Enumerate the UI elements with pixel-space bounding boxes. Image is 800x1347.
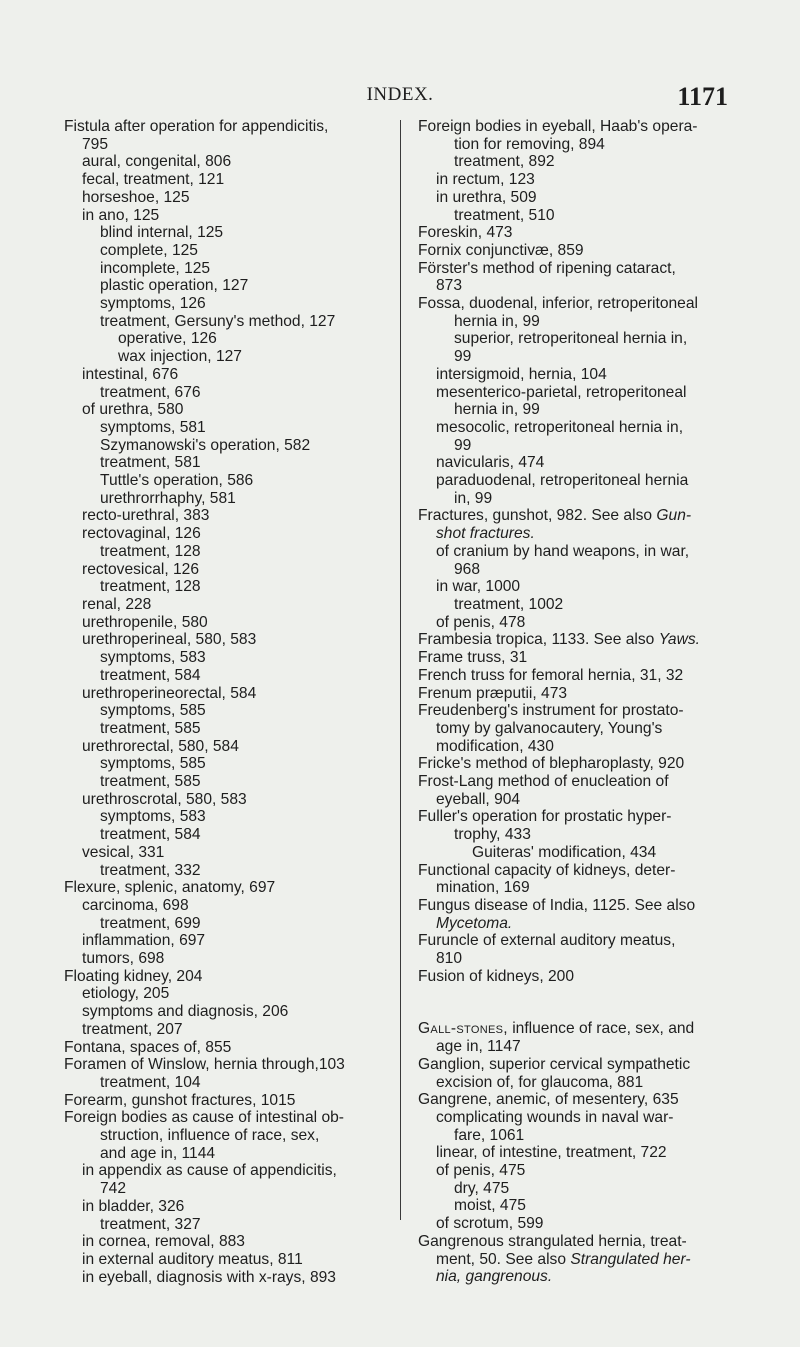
index-subentry [418,578,740,596]
entry-text: in appendix as cause of appendicitis, [82,1162,337,1180]
entry-text: treatment, 676 [100,383,201,401]
entry-text: Frame truss, 31 [418,649,528,667]
entry-text: mination, 169 [436,879,530,897]
index-subentry [418,844,740,862]
entry-text: navicularis, 474 [436,454,545,472]
index-subentry [64,295,386,313]
index-subentry [64,171,386,189]
index-heading-entry [418,702,740,720]
cross-reference: Mycetoma. [436,914,513,932]
entry-text: of penis, 478 [436,613,526,631]
index-subentry [418,525,740,543]
entry-text: treatment, 584 [100,826,201,844]
index-subentry [64,808,386,826]
entry-text: Fuller's operation for prostatic hyper- [418,808,672,826]
index-subentry [418,1180,740,1198]
entry-text: Fricke's method of blepharoplasty, 920 [418,755,685,773]
index-heading-entry [64,1109,386,1127]
entry-text: age in, 1147 [436,1038,521,1056]
entry-text: urethropenile, 580 [82,613,208,631]
index-heading-entry [64,968,386,986]
index-subentry [418,1268,740,1286]
index-subentry [64,153,386,171]
entry-text: treatment, 207 [82,1020,183,1038]
entry-text: Foreign bodies as cause of intestinal ob- [64,1109,344,1127]
index-heading-entry [418,685,740,703]
index-subentry [64,738,386,756]
entry-text: treatment, 892 [454,153,555,171]
index-heading-entry [418,295,740,313]
entry-text: in bladder, 326 [82,1197,185,1215]
entry-text: 795 [82,135,109,153]
index-subentry [418,490,740,508]
entry-text: modification, 430 [436,737,554,755]
index-subentry [64,437,386,455]
cross-reference: Gun- [656,507,692,525]
index-subentry [64,1269,386,1287]
entry-text: Frost-Lang method of enucleation of [418,773,669,791]
index-subentry [418,189,740,207]
entry-text: of penis, 475 [436,1162,526,1180]
index-subentry [64,1180,386,1198]
index-subentry [418,791,740,809]
index-subentry [64,614,386,632]
index-subentry [64,366,386,384]
entry-text: Frenum præputii, 473 [418,684,568,702]
index-subentry [64,1233,386,1251]
entry-text: symptoms, 585 [100,702,206,720]
entry-text: Förster's method of ripening cataract, [418,259,676,277]
index-subentry [418,171,740,189]
index-subentry [418,1197,740,1215]
entry-text: treatment, 581 [100,454,201,472]
index-heading-entry [64,118,386,136]
index-subentry [418,950,740,968]
index-subentry [64,950,386,968]
index-subentry [64,773,386,791]
index-heading-entry [418,755,740,773]
entry-text: Gangrene, anemic, of mesentery, 635 [418,1091,679,1109]
entry-text: treatment, 584 [100,666,201,684]
index-subentry [418,330,740,348]
entry-text: renal, 228 [82,595,152,613]
entry-text: mesenterico-parietal, retroperitoneal [436,383,687,401]
index-subentry [418,1074,740,1092]
entry-text: in external auditory meatus, 811 [82,1251,303,1268]
index-subentry [418,826,740,844]
entry-text: urethrorectal, 580, 584 [82,737,239,755]
entry-text: symptoms, 126 [100,295,206,313]
index-subentry [64,384,386,402]
entry-text: linear, of intestine, treatment, 722 [436,1144,667,1162]
index-subentry [418,437,740,455]
index-column-left [64,118,386,1286]
index-subentry [64,313,386,331]
entry-text: eyeball, 904 [436,790,521,808]
index-subentry [418,419,740,437]
index-subentry [418,277,740,295]
entry-text: etiology, 205 [82,985,170,1003]
index-subentry [64,631,386,649]
index-subentry [64,490,386,508]
entry-text: of cranium by hand weapons, in war, [436,542,690,560]
entry-text: Fungus disease of India, 1125. See also [418,896,696,914]
entry-text: urethrorrhaphy, 581 [100,489,236,507]
index-subentry [64,1127,386,1145]
index-subentry [64,932,386,950]
index-subentry [64,844,386,862]
index-subentry [64,189,386,207]
entry-text: 742 [100,1180,127,1198]
entry-text: hernia in, 99 [454,401,540,419]
index-subentry [64,649,386,667]
index-heading-entry [418,260,740,278]
index-subentry [64,915,386,933]
index-subentry [418,454,740,472]
index-heading-entry [418,242,740,260]
entry-text: urethroscrotal, 580, 583 [82,790,247,808]
entry-text: horseshoe, 125 [82,188,190,206]
entry-text: inflammation, 697 [82,932,206,950]
entry-text: carcinoma, 698 [82,896,189,914]
entry-text: of scrotum, 599 [436,1215,544,1233]
index-heading-entry [418,118,740,136]
entry-text: Furuncle of external auditory meatus, [418,932,676,950]
entry-text: in cornea, removal, 883 [82,1233,245,1251]
running-title: INDEX. [366,84,434,105]
index-subentry [418,1109,740,1127]
index-subentry [64,525,386,543]
index-subentry [64,1074,386,1092]
index-heading-entry [64,1056,386,1074]
entry-text: recto-urethral, 383 [82,507,210,525]
entry-text: plastic operation, 127 [100,277,249,295]
index-subentry [64,755,386,773]
entry-text: symptoms, 581 [100,418,206,436]
entry-text: wax injection, 127 [118,348,242,366]
entry-text: symptoms, 585 [100,755,206,773]
entry-text: treatment, 585 [100,773,201,791]
index-heading-entry [418,897,740,915]
index-subentry [418,153,740,171]
index-subentry [64,401,386,419]
index-heading-entry [418,862,740,880]
entry-text: fare, 1061 [454,1126,525,1144]
entry-text: Fossa, duodenal, inferior, retroperitoneal [418,295,698,313]
index-heading-entry [418,667,740,685]
small-caps-heading: Gall-stones, [418,1020,508,1038]
index-heading-entry [418,1233,740,1251]
entry-text: in urethra, 509 [436,188,537,206]
entry-text: in rectum, 123 [436,171,535,189]
entry-text: French truss for femoral hernia, 31, 32 [418,666,684,684]
index-subentry [64,207,386,225]
index-subentry [418,543,740,561]
entry-text: rectovaginal, 126 [82,525,201,543]
entry-text: Gangrenous strangulated hernia, treat- [418,1232,687,1250]
entry-text: tomy by galvanocautery, Young's [436,719,663,737]
entry-text: Fistula after operation for appendicitis, [64,118,329,135]
entry-text: Foreskin, 473 [418,224,513,242]
entry-text: treatment, 585 [100,719,201,737]
entry-text: in war, 1000 [436,578,521,596]
cross-reference: Yaws. [658,631,700,649]
entry-text: moist, 475 [454,1197,526,1215]
entry-text: blind internal, 125 [100,224,224,242]
entry-text: dry, 475 [454,1179,510,1197]
index-subentry [418,366,740,384]
entry-text: ment, 50. See also [436,1250,571,1268]
entry-text: treatment, 128 [100,542,201,560]
index-subentry [64,791,386,809]
entry-text: Functional capacity of kidneys, deter- [418,861,676,879]
index-subentry [64,720,386,738]
entry-text: 810 [436,950,463,968]
entry-text: Guiteras' modification, 434 [472,843,657,861]
index-subentry [64,277,386,295]
cross-reference: shot fractures. [436,525,535,543]
index-heading-entry [418,507,740,525]
entry-text: in ano, 125 [82,206,160,224]
index-heading-entry [64,1092,386,1110]
entry-text: intestinal, 676 [82,365,179,383]
index-subentry [418,313,740,331]
entry-text: Flexure, splenic, anatomy, 697 [64,879,276,897]
index-subentry [64,472,386,490]
index-column-right [418,118,740,1286]
entry-text: incomplete, 125 [100,259,211,277]
index-subentry [64,1021,386,1039]
index-heading-entry [418,1091,740,1109]
entry-text: treatment, 332 [100,861,201,879]
index-subentry [64,454,386,472]
entry-text: rectovesical, 126 [82,560,200,578]
entry-text: Foreign bodies in eyeball, Haab's opera- [418,118,698,135]
index-subentry [64,242,386,260]
index-subentry [64,260,386,278]
entry-text: treatment, 510 [454,206,555,224]
entry-text: treatment, 128 [100,578,201,596]
index-subentry [418,1251,740,1269]
entry-text: Tuttle's operation, 586 [100,472,254,490]
entry-text: operative, 126 [118,330,217,348]
entry-text: of urethra, 580 [82,401,184,419]
entry-text: treatment, 327 [100,1215,201,1233]
page-number: 1171 [677,82,728,111]
entry-text: in, 99 [454,489,493,507]
index-subentry [64,1003,386,1021]
index-subentry [418,879,740,897]
cross-reference: nia, gangrenous. [436,1268,553,1286]
entry-text: 99 [454,348,472,366]
index-subentry [418,720,740,738]
index-heading-entry [64,879,386,897]
index-subentry [64,224,386,242]
entry-text: Forearm, gunshot fractures, 1015 [64,1091,296,1109]
entry-text: Freudenberg's instrument for prostato- [418,702,684,720]
index-subentry [418,136,740,154]
index-subentry [418,1215,740,1233]
index-subentry [418,348,740,366]
index-subentry [64,136,386,154]
index-subentry [64,419,386,437]
section-gap [418,985,740,1020]
index-subentry [418,1127,740,1145]
index-subentry [418,384,740,402]
index-subentry [64,1162,386,1180]
index-subentry [64,348,386,366]
entry-text: complicating wounds in naval war- [436,1108,674,1126]
entry-text: in eyeball, diagnosis with x-rays, 893 [82,1268,336,1286]
entry-text: excision of, for glaucoma, 881 [436,1073,644,1091]
index-subentry [64,985,386,1003]
index-heading-entry [418,631,740,649]
index-heading-entry [418,808,740,826]
index-heading-entry [418,1056,740,1074]
index-heading-entry [418,224,740,242]
index-subentry [418,472,740,490]
index-subentry [64,1251,386,1269]
index-subentry [418,1162,740,1180]
cross-reference: Strangulated her- [570,1250,691,1268]
entry-text: Szymanowski's operation, 582 [100,436,311,454]
index-heading-entry [418,968,740,986]
entry-text: tion for removing, 894 [454,135,605,153]
index-subentry [64,561,386,579]
entry-text: Foramen of Winslow, hernia through,103 [64,1056,345,1074]
index-subentry [64,862,386,880]
entry-text: urethroperineal, 580, 583 [82,631,257,649]
entry-text: influence of race, sex, and [507,1020,695,1038]
index-subentry [64,543,386,561]
entry-text: Frambesia tropica, 1133. See also [418,631,659,649]
index-subentry [64,578,386,596]
index-subentry [64,702,386,720]
entry-text: symptoms, 583 [100,808,206,826]
index-subentry [418,614,740,632]
entry-text: vesical, 331 [82,843,165,861]
entry-text: treatment, Gersuny's method, 127 [100,312,336,330]
entry-text: Fontana, spaces of, 855 [64,1038,232,1056]
entry-text: treatment, 699 [100,914,201,932]
entry-text: Floating kidney, 204 [64,967,203,985]
entry-text: superior, retroperitoneal hernia in, [454,330,688,348]
entry-text: trophy, 433 [454,826,531,844]
index-heading-entry [418,649,740,667]
entry-text: and age in, 1144 [100,1144,216,1162]
index-subentry [418,561,740,579]
entry-text: 99 [454,436,472,454]
entry-text: complete, 125 [100,241,198,259]
index-subentry [418,915,740,933]
index-heading-entry [418,773,740,791]
index-subentry [64,685,386,703]
entry-text: tumors, 698 [82,950,165,968]
entry-text: intersigmoid, hernia, 104 [436,365,607,383]
index-subentry [418,1144,740,1162]
entry-text: symptoms and diagnosis, 206 [82,1003,289,1021]
index-heading-entry [418,1020,740,1038]
entry-text: 873 [436,277,463,295]
index-subentry [64,507,386,525]
page-header [0,82,800,111]
entry-text: treatment, 104 [100,1073,201,1091]
entry-text: urethroperineorectal, 584 [82,684,257,702]
entry-text: mesocolic, retroperitoneal hernia in, [436,418,684,436]
index-subentry [418,401,740,419]
index-heading-entry [418,932,740,950]
column-divider [400,120,401,1220]
entry-text: Ganglion, superior cervical sympathetic [418,1055,691,1073]
entry-text: 968 [454,560,481,578]
index-subentry [418,738,740,756]
index-heading-entry [64,1039,386,1057]
index-subentry [64,1145,386,1163]
entry-text: hernia in, 99 [454,312,540,330]
entry-text: symptoms, 583 [100,649,206,667]
index-subentry [64,897,386,915]
index-subentry [418,596,740,614]
entry-text: Fractures, gunshot, 982. See also [418,507,657,525]
entry-text: Fusion of kidneys, 200 [418,967,575,985]
entry-text: struction, influence of race, sex, [100,1127,320,1145]
entry-text: fecal, treatment, 121 [82,171,225,189]
index-subentry [418,207,740,225]
index-subentry [418,1038,740,1056]
entry-text: paraduodenal, retroperitoneal hernia [436,472,689,490]
index-subentry [64,667,386,685]
entry-text: aural, congenital, 806 [82,153,232,171]
index-subentry [64,596,386,614]
entry-text: treatment, 1002 [454,595,564,613]
index-subentry [64,1216,386,1234]
entry-text: Fornix conjunctivæ, 859 [418,241,584,259]
index-subentry [64,330,386,348]
index-subentry [64,1198,386,1216]
index-subentry [64,826,386,844]
